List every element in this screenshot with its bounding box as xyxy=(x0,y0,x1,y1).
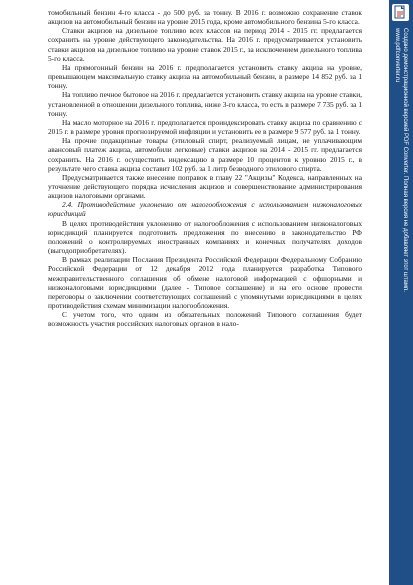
section-heading: 2.4. Противодействие уклонению от налогообложения с использованием низконалоговых юрисдикций xyxy=(48,200,362,219)
watermark-notice: Создано демонстрационной версией PDF Converter. Полная версия не добавляет этот штамп. xyxy=(402,28,408,292)
paragraph: С учетом того, что одним из обязательных положений Типового соглашения будет возможность участия российских налоговых органов в нало- xyxy=(48,310,362,329)
paragraph: Предусматривается также внесение поправок в главу 22 "Акцизы" Кодекса, направленных на уточнение действующего порядка исчисления акцизов и совершенствование администрирования акцизов налоговыми органами. xyxy=(48,172,362,201)
watermark-text xyxy=(393,28,409,292)
paragraph: В целях противодействия уклонению от налогообложения с использованием низконалоговых юрисдикций планируется подготовить предложения по внесению в законодательство РФ положений о контролируемых иностранных компаниях и конечных получателях доходов (выгодоприобретателях). xyxy=(48,218,362,256)
paragraph: Ставки акцизов на дизельное топливо всех классов на период 2014 - 2015 гг. предлагается сохранить на уровне действующего законодательства. На 2016 г. предусматривается установить ставки акцизов на дизельное топливо на уровне ставок 2015 г., за исключением дизельного топлива 5-го класса. xyxy=(48,26,362,63)
watermark-url[interactable]: www.pdfconverter.ru xyxy=(394,28,400,83)
paragraph: На топливо печное бытовое на 2016 г. предлагается установить ставку акциза на уровне ставки, установленной в отношении дизельного топлива, ниже 3-го класса, то есть в размере 7 735 руб. за 1 тонну. xyxy=(48,90,362,118)
paragraph: томобильный бензин 4-го класса - до 500 руб. за тонну. В 2016 г. возможно сохранение ставок акцизов на автомобильный бензин на уровне 2015 года, кроме автомобильного бензина 5-го класса. xyxy=(48,8,362,27)
paragraph: На масло моторное на 2016 г. предполагается проиндексировать ставку акциза по сравнению с 2015 г. в размере уровня прогнозируемой инфляции и установить ее в размере 9 577 руб. за 1 тонну. xyxy=(48,117,362,137)
paragraph: В рамках реализации Послания Президента Российской Федерации Федеральному Собранию Российской Федерации от 12 декабря 2012 года планируется разработка Типового межправительственного соглашения об обмене налоговой информацией с офшорными и низконалоговыми юрисдикциями (далее - Типовое соглашение) и на его основе провести переговоры о заключении соответствующих соглашений с упомянутыми юрисдикциями в целях противодействия схемам минимизации налогообложения. xyxy=(48,255,362,310)
document-body xyxy=(48,8,362,328)
paragraph: На прочие подакцизные товары (этиловый спирт, реализуемый лицам, не уплачивающим авансовый платеж акциза, автомобили легковые) ставки акцизов на 2014 - 2015 гг. предлагается сохранить. На 2016 г. осуществить индексацию в размере 10 процентов к уровню 2015 г., в результате чего ставка акциза составит 102 руб. за 1 литр безводного этилового спирта. xyxy=(48,136,362,173)
paragraph: На прямогонный бензин на 2016 г. предполагается установить ставку акциза на уровне, превышающем максимальную ставку акциза на автомобильный бензин, в размере 14 852 руб. за 1 тонну. xyxy=(48,62,362,91)
converter-logo-icon xyxy=(392,4,409,21)
watermark-sidebar xyxy=(389,0,413,585)
